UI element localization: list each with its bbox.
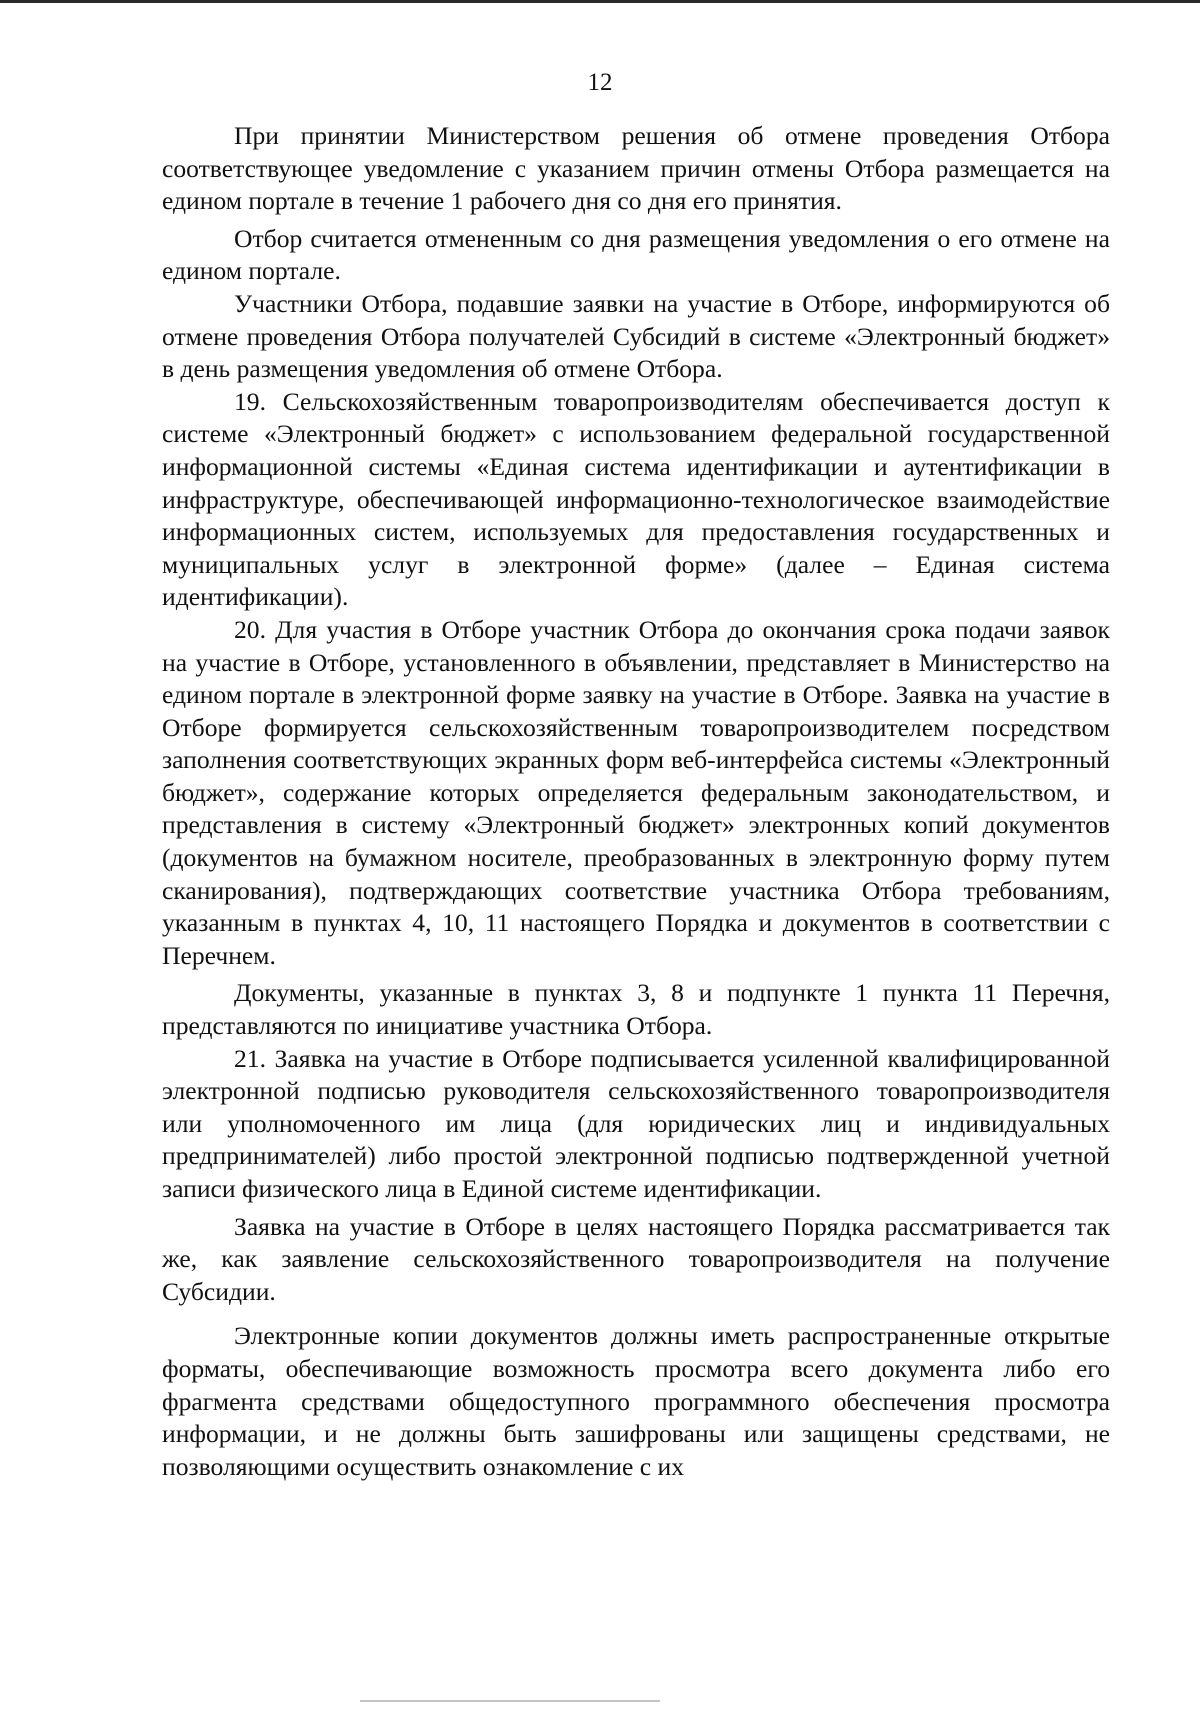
paragraph-electronic-copies: Электронные копии документов должны иметь распространенные открытые форматы, обеспечивающие возможность просмотра всего документа либо его фрагмента средствами общедоступного программного обеспечения просмотра информации, и не должны быть зашифрованы или защищены средствами, не позволяющими осуществить ознакомление с их — [162, 1321, 1110, 1481]
page-number: 12 — [587, 69, 613, 96]
paragraph-item-19: 19. Сельскохозяйственным товаропроизводителям обеспечивается доступ к системе «Электронный бюджет» с использованием федеральной государственной информационной системы «Единая система идентификации и аутентификации в инфраструктуре, обеспечивающей информационно-технологическое взаимодействие информационных систем, используемых для предоставления государственных и муниципальных услуг в электронной форме» (далее – Единая система идентификации). — [162, 386, 1110, 612]
document-body — [162, 120, 1110, 1483]
paragraph-documents-initiative: Документы, указанные в пунктах 3, 8 и подпункте 1 пункта 11 Перечня, представляются по инициативе участника Отбора. — [162, 978, 1110, 1041]
paragraph-application-treated: Заявка на участие в Отборе в целях настоящего Порядка рассматривается так же, как заявление сельскохозяйственного товаропроизводителя на получение Субсидии. — [162, 1211, 1110, 1306]
paragraph-participants-informed: Участники Отбора, подавшие заявки на участие в Отборе, информируются об отмене проведения Отбора получателей Субсидий в системе «Электронный бюджет» в день размещения уведомления об отмене Отбора. — [162, 288, 1110, 384]
bottom-scan-line — [360, 1700, 660, 1702]
top-border-line — [0, 0, 1200, 3]
paragraph-selection-cancelled: Отбор считается отмененным со дня размещения уведомления о его отмене на едином портале. — [162, 223, 1110, 286]
paragraph-item-20: 20. Для участия в Отборе участник Отбора до окончания срока подачи заявок на участие в Отборе, установленного в объявлении, представляет в Министерство на едином портале в электронной форме заявку на участие в Отборе. Заявка на участие в Отборе формируется сельскохозяйственным товаропроизводителем посредством заполнения соответствующих экранных форм веб-интерфейса системы «Электронный бюджет», содержание которых определяется федеральным законодательством, и представления в систему «Электронный бюджет» электронных копий документов (документов на бумажном носителе, преобразованных в электронную форму путем сканирования), подтверждающих соответствие участника Отбора требованиям, указанным в пунктах 4, 10, 11 настоящего Порядка и документов в соответствии с Перечнем. — [162, 614, 1110, 970]
paragraph-item-21: 21. Заявка на участие в Отборе подписывается усиленной квалифицированной электронной подписью руководителя сельскохозяйственного товаропроизводителя или уполномоченного им лица (для юридических лиц и индивидуальных предпринимателей) либо простой электронной подписью подтвержденной учетной записи физического лица в Единой системе идентификации. — [162, 1043, 1110, 1203]
paragraph-cancellation-notice: При принятии Министерством решения об отмене проведения Отбора соответствующее уведомление с указанием причин отмены Отбора размещается на едином портале в течение 1 рабочего дня со дня его принятия. — [162, 121, 1110, 216]
